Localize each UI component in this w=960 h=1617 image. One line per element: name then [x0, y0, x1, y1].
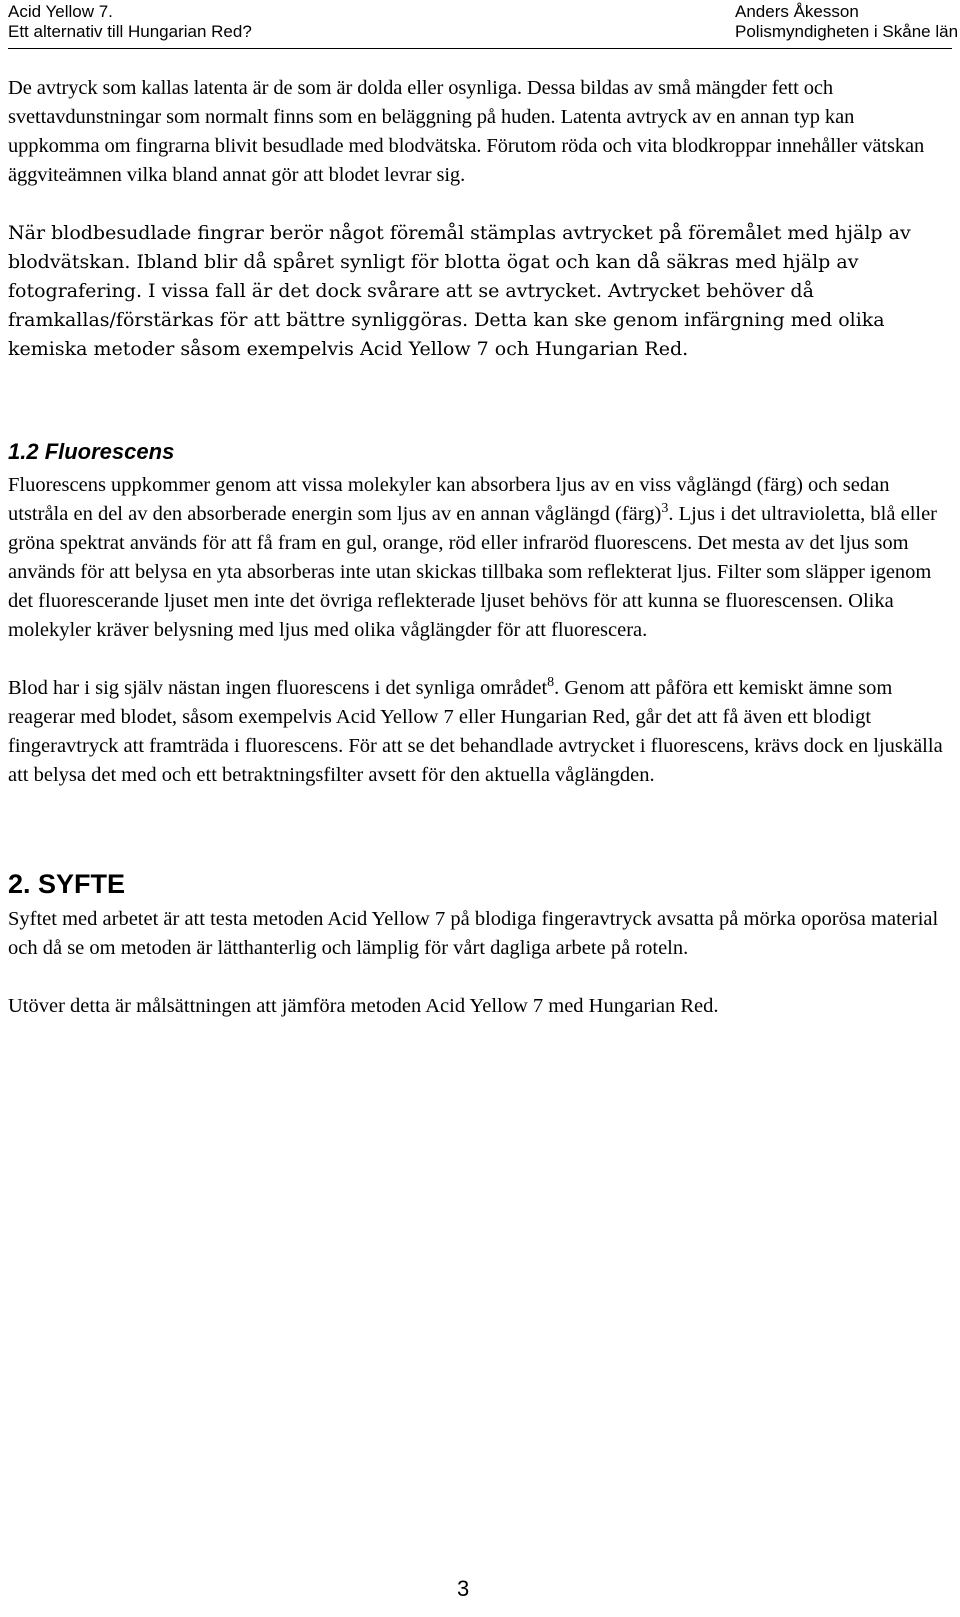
footnote-reference: 8	[547, 675, 555, 691]
document-subtitle: Ett alternativ till Hungarian Red?	[8, 22, 252, 41]
intro-paragraph-1: De avtryck som kallas latenta är de som är dolda eller osynliga. Dessa bildas av små mängder fett och svettavdunstningar som normalt finns som en beläggning på huden. Latenta avtryck av en annan typ kan uppkomma om fingrarna blivit besudlade med blodvätska. Förutom röda och vita blodkroppar innehåller vätskan äggviteämnen vilka bland annat gör att blodet levrar sig.	[8, 77, 925, 186]
fluorescens-paragraph-1	[8, 471, 948, 645]
syfte-paragraph-1: Syftet med arbetet är att testa metoden Acid Yellow 7 på blodiga fingeravtryck avsatta på mörka oporösa material och då se om metoden är lätthanterlig och lämplig för vårt dagliga arbete på roteln.	[8, 908, 939, 959]
header-right	[735, 2, 958, 42]
document-body	[8, 74, 948, 1021]
section-spacer	[8, 364, 948, 436]
paragraph-spacer	[8, 645, 948, 674]
author-name: Anders Åkesson	[735, 2, 859, 21]
paragraph-spacer	[8, 190, 948, 219]
fluorescens-p2-text-a: Blod har i sig själv nästan ingen fluorescens i det synliga området	[8, 677, 548, 699]
page-header	[8, 0, 959, 49]
page-number: 3	[457, 1576, 470, 1601]
header-left	[8, 2, 252, 42]
section-spacer	[8, 790, 948, 868]
intro-paragraph-2: När blodbesudlade fingrar berör något föremål stämplas avtrycket på föremålet med hjälp av blodvätskan. Ibland blir då spåret synligt för blotta ögat och kan då säkras med hjälp av fotografering. I vissa fall är det dock svårare att se avtrycket. Avtrycket behöver då framkallas/förstärkas för att bättre synliggöras. Detta kan ske genom infärgning med olika kemiska metoder såsom exempelvis Acid Yellow 7 och Hungarian Red.	[8, 222, 911, 360]
paragraph-spacer	[8, 963, 948, 992]
syfte-paragraph-2: Utöver detta är målsättningen att jämföra metoden Acid Yellow 7 med Hungarian Red.	[8, 995, 719, 1017]
author-organization: Polismyndigheten i Skåne län	[735, 22, 959, 41]
section-heading-fluorescens: 1.2 Fluorescens	[8, 439, 175, 464]
fluorescens-paragraph-2	[8, 674, 948, 790]
section-heading-syfte: 2. SYFTE	[8, 869, 126, 899]
footnote-reference: 3	[661, 501, 669, 517]
fluorescens-p1-text-a: Fluorescens uppkommer genom att vissa molekyler kan absorbera ljus av en viss våglängd (färg) och sedan utstråla en del av den absorberade energin som ljus av en annan våglängd (färg)	[8, 474, 890, 525]
fluorescens-p1-text-b: . Ljus i det ultravioletta, blå eller gröna spektrat används för att få fram en gul, orange, röd eller infraröd fluorescens. Det mesta av det ljus som används för att belysa en yta absorberas inte utan skickas tillbaka som reflekterat ljus. Filter som släpper igenom det fluorescerande ljuset men inte det övriga reflekterade ljuset behövs för att kunna se fluorescensen. Olika molekyler kräver belysning med ljus med olika våglängder för att fluorescera.	[8, 503, 938, 641]
fluorescens-p2-text-b: . Genom att påföra ett kemiskt ämne som reagerar med blodet, såsom exempelvis Acid Yellow 7 eller Hungarian Red, går det att få även ett blodigt fingeravtryck att framträda i fluorescens. För att se det behandlade avtrycket i fluorescens, krävs dock en ljuskälla att belysa det med och ett betraktningsfilter avsett för den aktuella våglängden.	[8, 677, 943, 786]
document-title: Acid Yellow 7.	[8, 2, 113, 21]
